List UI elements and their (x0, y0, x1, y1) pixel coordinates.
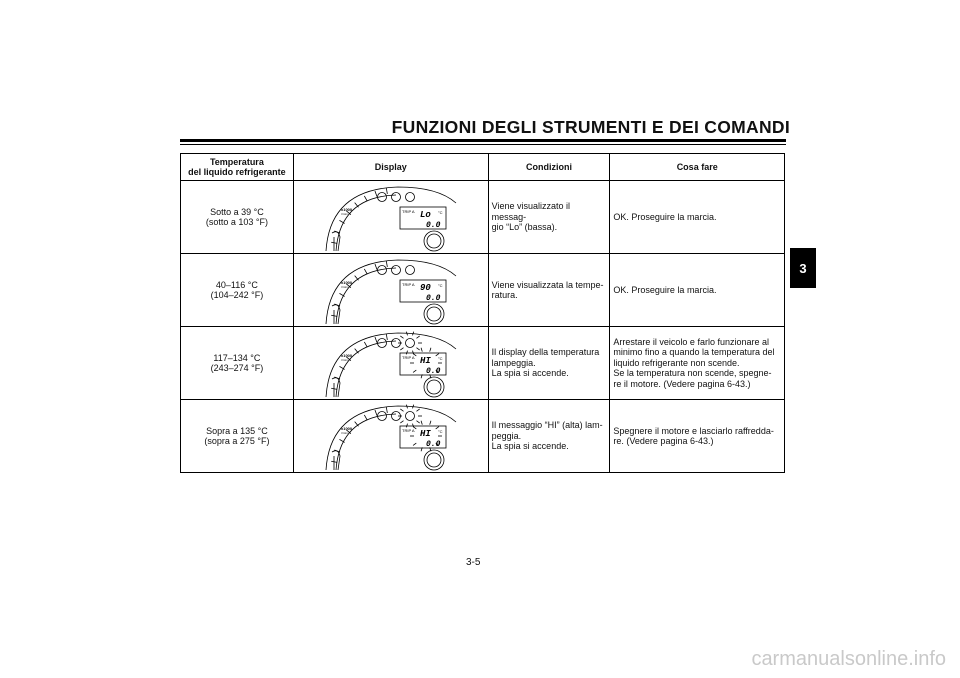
display-illustration (293, 400, 488, 473)
tachometer-tick (364, 414, 367, 419)
warning-light-flash-ray (416, 420, 419, 422)
tachometer-tick (375, 264, 377, 270)
coolant-warning-light (405, 265, 414, 274)
warning-light-flash-ray (400, 335, 403, 337)
action-text: Spegnere il motore e lasciarlo raffredda- re. (Vedere pagina 6-43.) (610, 400, 785, 473)
instrument-cluster-drawing (316, 402, 466, 472)
instrument-cluster-drawing (316, 329, 466, 399)
condition-text: Viene visualizzato il messag- gio “Lo” (bassa). (488, 181, 610, 254)
table-header-row (181, 154, 785, 181)
lcd-odometer-readout: 0.0 (425, 220, 441, 230)
coolant-warning-light (405, 338, 414, 347)
tachometer-scale-label: x1000 (340, 425, 352, 431)
reset-knob-inner (427, 234, 441, 248)
coolant-warning-light (405, 192, 414, 201)
lcd-trip-label: TRIP A (401, 354, 415, 360)
action-text: OK. Proseguire la marcia. (610, 181, 785, 254)
temperature-range: Sotto a 39 °C (sotto a 103 °F) (181, 181, 294, 254)
coolant-warning-light (405, 411, 414, 420)
warning-light-flash-ray (416, 347, 419, 349)
lcd-temperature-readout: Lo (419, 209, 431, 220)
action-text: Arrestare il veicolo e farlo funzionare al minimo fino a quando la temperatura del liquido refrigerante non scende. Se la temperatura non scende, spegne- re il motore. (Vedere pagina 6-43.) (610, 327, 785, 400)
lcd-flash-ray (421, 420, 422, 424)
lcd-odometer-readout: 0.0 (425, 293, 441, 303)
reset-knob-inner (427, 453, 441, 467)
action-text: OK. Proseguire la marcia. (610, 254, 785, 327)
lcd-temperature-readout: HI (419, 355, 431, 366)
dial-arc (336, 414, 396, 470)
warning-light-flash-ray (416, 408, 419, 410)
coolant-temperature-table (180, 153, 785, 473)
reset-knob-inner (427, 307, 441, 321)
warning-light-flash-ray (406, 350, 407, 354)
watermark: carmanualsonline.info (751, 648, 946, 670)
tachometer-scale-label: x1000 (340, 206, 352, 212)
tachometer-tick (375, 410, 377, 416)
warning-light-flash-ray (416, 335, 419, 337)
indicator-light (391, 265, 400, 274)
instrument-cluster-drawing (316, 256, 466, 326)
page-number: 3-5 (466, 557, 481, 568)
header-display: Display (293, 154, 488, 181)
page-title: FUNZIONI DEGLI STRUMENTI E DEI COMANDI (391, 117, 790, 137)
warning-light-flash-ray (406, 423, 407, 427)
tachometer-unit-label: r/min (340, 357, 348, 362)
warning-light-flash-ray (400, 408, 403, 410)
tachometer-tick (364, 268, 367, 273)
condition-text: Il messaggio “HI” (alta) lam- peggia. La spia si accende. (488, 400, 610, 473)
table-row (181, 327, 785, 400)
lcd-trip-label: TRIP A (401, 281, 415, 287)
dial-arc (336, 195, 396, 251)
tachometer-tick (375, 191, 377, 197)
condition-text: Il display della temperatura lampeggia. La spia si accende. (488, 327, 610, 400)
title-rule-thick (180, 139, 786, 142)
lcd-celsius-unit: °C (437, 428, 443, 434)
tachometer-tick (386, 407, 387, 413)
tachometer-unit-label: r/min (340, 430, 348, 435)
lcd-temperature-readout: 90 (419, 282, 431, 293)
lcd-flash-ray (429, 347, 430, 351)
instrument-cluster-drawing (316, 183, 466, 253)
table-row (181, 400, 785, 473)
tachometer-scale-label: x1000 (340, 352, 352, 358)
lcd-celsius-unit: °C (437, 209, 443, 215)
temperature-range: Sopra a 135 °C (sopra a 275 °F) (181, 400, 294, 473)
indicator-light (391, 192, 400, 201)
lcd-flash-ray (413, 370, 416, 372)
header-action: Cosa fare (610, 154, 785, 181)
lcd-flash-ray (413, 443, 416, 445)
display-illustration (293, 181, 488, 254)
tachometer-scale-label: x1000 (340, 279, 352, 285)
temperature-range: 117–134 °C (243–274 °F) (181, 327, 294, 400)
lcd-odometer-readout: 0.0 (425, 366, 441, 376)
title-rule-thin (180, 144, 786, 145)
lcd-trip-label: TRIP A (401, 208, 415, 214)
display-illustration (293, 327, 488, 400)
chapter-tab: 3 (790, 248, 816, 288)
reset-knob-inner (427, 380, 441, 394)
table-row (181, 254, 785, 327)
lcd-odometer-readout: 0.0 (425, 439, 441, 449)
tachometer-tick (386, 334, 387, 340)
lcd-celsius-unit: °C (437, 355, 443, 361)
tachometer-unit-label: r/min (340, 284, 348, 289)
tachometer-tick (386, 188, 387, 194)
table-row (181, 181, 785, 254)
lcd-celsius-unit: °C (437, 282, 443, 288)
display-illustration (293, 254, 488, 327)
lcd-temperature-readout: HI (419, 428, 431, 439)
tachometer-tick (386, 261, 387, 267)
header-temperature: Temperatura del liquido refrigerante (181, 154, 294, 181)
tachometer-unit-label: r/min (340, 211, 348, 216)
dial-arc (336, 341, 396, 397)
tachometer-tick (364, 341, 367, 346)
tachometer-tick (364, 195, 367, 200)
condition-text: Viene visualizzata la tempe- ratura. (488, 254, 610, 327)
tachometer-tick (375, 337, 377, 343)
temperature-range: 40–116 °C (104–242 °F) (181, 254, 294, 327)
lcd-flash-ray (429, 420, 430, 424)
dial-arc (336, 268, 396, 324)
warning-light-flash-ray (400, 420, 403, 422)
header-conditions: Condizioni (488, 154, 610, 181)
lcd-flash-ray (421, 347, 422, 351)
warning-light-flash-ray (400, 347, 403, 349)
lcd-trip-label: TRIP A (401, 427, 415, 433)
